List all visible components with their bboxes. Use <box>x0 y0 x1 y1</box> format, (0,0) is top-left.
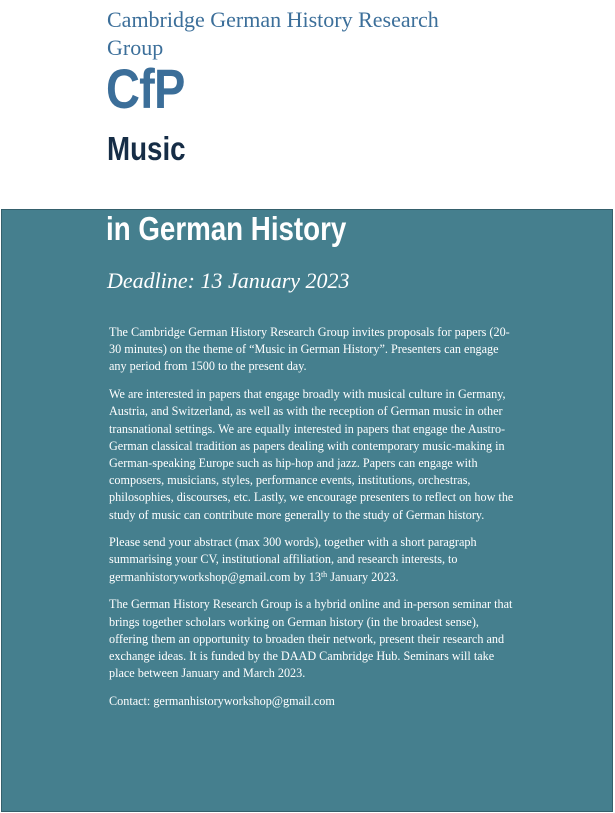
submission-paragraph <box>109 534 519 586</box>
scope-paragraph: We are interested in papers that engage broadly with musical culture in Germany, Austria, and Switzerland, as well as with the reception of German music in other transnational settings. We are equally interested in papers that engage the Austro-German classical tradition as papers dealing with contemporary music-making in German-speaking Europe such as hip-hop and jazz. Papers can engage with composers, musicians, styles, performance events, institutions, orchestras, philosophies, discourses, etc. Lastly, we encourage presenters to reflect on how the study of music can contribute more generally to the study of German history. <box>109 387 514 522</box>
title-line-1: Music <box>107 130 186 167</box>
submission-text: Please send your abstract (max 300 words), together with a short paragraph summarising your CV, institutional affiliation, and research interests, to germanhistoryworkshop@gmail.com by 13 <box>109 535 477 584</box>
contact-line[interactable]: Contact: germanhistoryworkshop@gmail.com <box>109 693 335 708</box>
ordinal-suffix: th <box>320 569 328 579</box>
deadline: Deadline: 13 January 2023 <box>107 268 350 293</box>
call-for-papers-body <box>109 324 519 721</box>
title-line-2: in German History <box>106 210 347 247</box>
about-paragraph: The German History Research Group is a hybrid online and in-person seminar that brings together scholars working on German history (in the broadest sense), offering them an opportunity to broaden their network, present their research and exchange ideas. It is funded by the DAAD Cambridge Hub. Seminars will take place between January and March 2023. <box>109 597 513 681</box>
organizer-name: Cambridge German History Research Group <box>107 7 439 60</box>
cfp-heading: CfP <box>106 57 185 120</box>
submission-date-end: January 2023. <box>327 569 399 584</box>
intro-paragraph: The Cambridge German History Research Group invites proposals for papers (20-30 minutes) on the theme of “Music in German History”. Presenters can engage any period from 1500 to the present day. <box>109 325 510 374</box>
